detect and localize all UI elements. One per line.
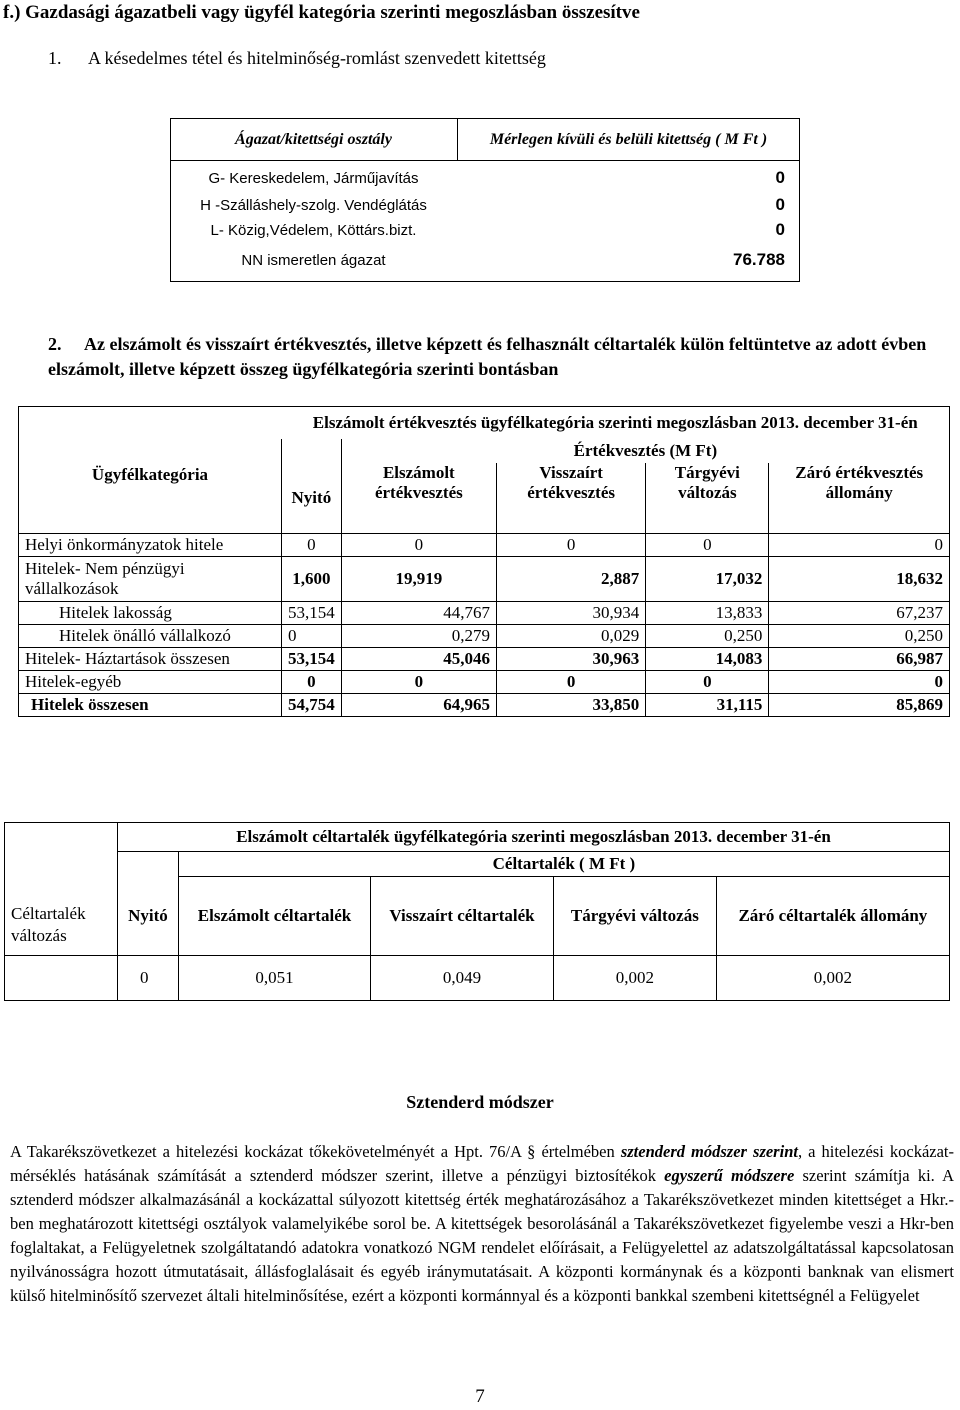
provision-col-opening: Nyitó [118,877,179,956]
body-text: A Takarékszövetkezet a hitelezési kockázat tőkekövetelményét a Hpt. 76/A § értelmében [10,1142,621,1161]
provision-col-reversed: Visszaírt céltartalék [371,877,554,956]
cell: 0 [769,671,950,694]
impairment-col-closing: Záró értékvesztés állomány [769,463,950,534]
cell: 1,600 [282,557,342,602]
cell: 0 [646,671,769,694]
cell: 0 [496,671,645,694]
body-emphasis: sztenderd módszer szerint [620,1142,798,1161]
subsection-2-text: Az elszámolt és visszaírt értékvesztés, illetve képzett és felhasznált céltartalék külön feltüntetve az adott évben elszámolt, illetve képzett összeg ügyfélkategória szerinti bontásban [48,334,927,379]
cell: 45,046 [341,648,496,671]
exposure-row-label: H -Szálláshely-szolg. Vendéglátás [200,197,427,214]
provision-col-closing: Záró céltartalék állomány [716,877,949,956]
subsection-1-text: A késedelmes tétel és hitelminőség-romlást szenvedett kitettség [88,48,546,68]
cell: 67,237 [769,602,950,625]
cell: 0,002 [553,956,716,1001]
cell: 53,154 [282,648,342,671]
impairment-col-booked: Elszámolt értékvesztés [341,463,496,534]
impairment-col-reversed: Visszaírt értékvesztés [496,463,645,534]
table-row [19,534,950,557]
cell: 64,965 [341,694,496,717]
cell: 0,029 [496,625,645,648]
impairment-col-category: Ügyfélkategória [19,439,282,534]
cell: 0,049 [371,956,554,1001]
provision-col-change-year: Tárgyévi változás [553,877,716,956]
exposure-row-value: 0 [775,220,785,239]
subsection-2-number: 2. [48,334,62,354]
cell: 31,115 [646,694,769,717]
table-row [19,625,950,648]
cell: 0,250 [769,625,950,648]
provision-col-change: Céltartalék változás [5,823,118,956]
cell: 0 [282,671,342,694]
cell: 33,850 [496,694,645,717]
cell: 0 [341,671,496,694]
table-row [19,602,950,625]
cell: 0 [341,534,496,557]
provision-table [4,822,950,1001]
cell: 0,002 [716,956,949,1001]
impairment-table [18,406,950,717]
cell: 0,279 [341,625,496,648]
provision-col-booked: Elszámolt céltartalék [178,877,370,956]
cell: 0 [769,534,950,557]
cell: 0 [496,534,645,557]
table-row [19,648,950,671]
impairment-col-opening: Nyitó [282,463,342,534]
row-label: Helyi önkormányzatok hitele [19,534,282,557]
table-row [5,956,950,1001]
cell: 2,887 [496,557,645,602]
subsection-2-heading [48,332,938,382]
row-label: Hitelek önálló vállalkozó [19,625,282,648]
row-label: Hitelek lakosság [19,602,282,625]
exposure-row-value: 0 [775,168,785,187]
exposure-row-value: 76.788 [733,250,785,269]
cell: 85,869 [769,694,950,717]
table-row [19,694,950,717]
cell: 13,833 [646,602,769,625]
impairment-group-header: Értékvesztés (M Ft) [341,439,949,463]
cell: 0,051 [178,956,370,1001]
cell: 54,754 [282,694,342,717]
row-label: Hitelek összesen [19,694,282,717]
cell: 0,250 [646,625,769,648]
body-text: szerint számítja ki. A sztenderd módszer alkalmazásánál a kockázattal súlyozott kitettség érték meghatározásához a Takarékszövetkezet minden kitettséget a Hkr.-ben meghatározott kitettségi osztályok valamelyikébe sorol be. A kitettségek besorolásánál a Takarékszövetkezet figyelembe veszi a Hkr-ben foglaltakat, a Felügyeletnek szolgáltatandó adatokra vonatkozó NGM rendelet előírásait, a Felügyelettel az adatszolgáltatással kapcsolatosan nyilvánosságra hozott útmutatásait, állásfoglalásait és egyéb iránymutatásait. A központi kormánynak és a központi banknak van elismert külső hitelminősítő szervezet általi hitelminősítése, ezért a központi kormánnyal és a központi bankkal szembeni kitettségnél a Felügyelet [10,1166,954,1305]
table-row [19,671,950,694]
body-paragraph [10,1140,954,1308]
cell: 18,632 [769,557,950,602]
cell: 17,032 [646,557,769,602]
subsection-1-number: 1. [48,48,62,68]
cell: 19,919 [341,557,496,602]
subsection-1-heading [48,48,546,69]
cell: 0 [282,534,342,557]
impairment-col-change: Tárgyévi változás [646,463,769,534]
cell: 66,987 [769,648,950,671]
body-text: , a hitelezési kockázat-mérséklés hatásának számítását a sztenderd módszer szerint, illetve a pénzügyi biztosítékok [10,1142,954,1185]
cell: 53,154 [282,602,342,625]
cell: 30,934 [496,602,645,625]
provision-group-header: Céltartalék ( M Ft ) [178,852,949,877]
method-title: Sztenderd módszer [406,1092,554,1112]
cell: 44,767 [341,602,496,625]
row-label: Hitelek- Háztartások összesen [19,648,282,671]
exposure-row-label: L- Közig,Védelem, Köttárs.bizt. [210,222,417,239]
cell: 0 [282,625,342,648]
table-row [19,557,950,602]
row-label: Hitelek-egyéb [19,671,282,694]
provision-table-caption: Elszámolt céltartalék ügyfélkategória szerinti megoszlásban 2013. december 31-én [118,823,950,852]
cell: 0 [646,534,769,557]
exposure-table-col-exposure: Mérlegen kívüli és belüli kitettség ( M Ft ) [489,131,768,148]
exposure-row-label: NN ismeretlen ágazat [241,252,386,269]
body-emphasis: egyszerű módszere [664,1166,795,1185]
section-title: f.) Gazdasági ágazatbeli vagy ügyfél kategória szerinti megoszlásban összesítve [3,2,640,23]
cell: 14,083 [646,648,769,671]
exposure-row-label: G- Kereskedelem, Járműjavítás [208,170,419,187]
cell: 0 [118,956,179,1001]
exposure-row-value: 0 [775,195,785,214]
row-label: Hitelek- Nem pénzügyi vállalkozások [19,557,282,602]
exposure-table-col-sector: Ágazat/kitettségi osztály [235,131,392,148]
page-number: 7 [475,1386,485,1407]
exposure-table-header-divider [170,160,800,161]
cell: 30,963 [496,648,645,671]
impairment-table-caption: Elszámolt értékvesztés ügyfélkategória szerinti megoszlásban 2013. december 31-én [282,407,950,440]
